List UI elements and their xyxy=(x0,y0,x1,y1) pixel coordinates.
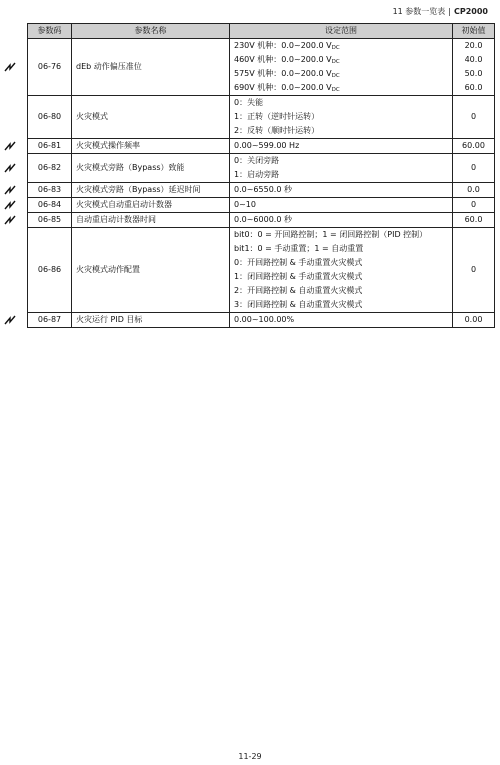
setting-range: 0~10 xyxy=(230,198,453,213)
param-code: 06-87 xyxy=(28,313,72,328)
setting-line: 0：关闭旁路 xyxy=(234,156,280,165)
setting-range: 0.00~100.00% xyxy=(230,313,453,328)
param-name: 火灾模式自动重启动计数器 xyxy=(72,198,230,213)
default-value xyxy=(453,39,495,96)
param-name: 自动重启动计数器时间 xyxy=(72,213,230,228)
param-code: 06-84 xyxy=(28,198,72,213)
param-code: 06-80 xyxy=(28,96,72,139)
setting-line: 2：反转（顺时针运转） xyxy=(234,126,320,135)
table-row xyxy=(28,313,495,328)
table-row xyxy=(28,228,495,313)
setting-line: 2：开回路控制 & 自动重置火灾模式 xyxy=(234,286,363,295)
unit-subscript: DC xyxy=(331,73,340,79)
setting-range: 0.00~599.00 Hz xyxy=(230,139,453,154)
column-header-default: 初始值 xyxy=(453,24,495,39)
param-name: 火灾模式操作频率 xyxy=(72,139,230,154)
setting-range: 0.0~6550.0 秒 xyxy=(230,183,453,198)
default-value: 60.0 xyxy=(453,213,495,228)
setting-line: 1：正转（逆时针运转） xyxy=(234,112,320,121)
setting-line: 0：开回路控制 & 手动重置火灾模式 xyxy=(234,258,363,267)
default-value: 0.0 xyxy=(453,183,495,198)
param-name: 火灾模式动作配置 xyxy=(72,228,230,313)
setting-text: 460V 机种：0.0~200.0 V xyxy=(234,55,332,64)
default-line: 20.0 xyxy=(464,41,483,50)
parameter-table xyxy=(27,23,495,328)
param-name: 火灾模式旁路（Bypass）延迟时间 xyxy=(72,183,230,198)
unit-subscript: DC xyxy=(331,45,340,51)
run-time-editable-icon xyxy=(4,62,16,72)
table-row xyxy=(28,213,495,228)
header-divider: | xyxy=(448,7,451,16)
setting-range xyxy=(230,154,453,183)
setting-text: 690V 机种：0.0~200.0 V xyxy=(234,83,332,92)
run-time-editable-icon xyxy=(4,215,16,225)
param-code: 06-85 xyxy=(28,213,72,228)
default-line: 40.0 xyxy=(464,55,483,64)
section-title: 11 参数一览表 xyxy=(392,7,446,16)
run-time-editable-icon xyxy=(4,200,16,210)
page-number: 11-29 xyxy=(238,752,262,761)
setting-line xyxy=(234,39,448,53)
table-row xyxy=(28,183,495,198)
setting-line: 1：闭回路控制 & 手动重置火灾模式 xyxy=(234,272,363,281)
default-value: 0 xyxy=(453,154,495,183)
default-line: 60.0 xyxy=(464,83,483,92)
param-code: 06-83 xyxy=(28,183,72,198)
column-header-name: 参数名称 xyxy=(72,24,230,39)
param-name: dEb 动作偏压准位 xyxy=(72,39,230,96)
default-value: 60.00 xyxy=(453,139,495,154)
param-code: 06-81 xyxy=(28,139,72,154)
setting-range: 0.0~6000.0 秒 xyxy=(230,213,453,228)
setting-line xyxy=(234,67,448,81)
run-time-editable-icon xyxy=(4,185,16,195)
table-row xyxy=(28,198,495,213)
column-header-setting-range: 设定范围 xyxy=(230,24,453,39)
unit-subscript: DC xyxy=(331,87,340,93)
default-value: 0.00 xyxy=(453,313,495,328)
param-code: 06-76 xyxy=(28,39,72,96)
setting-range xyxy=(230,96,453,139)
run-time-editable-icon xyxy=(4,315,16,325)
setting-line xyxy=(234,53,448,67)
table-row xyxy=(28,139,495,154)
setting-line xyxy=(234,81,448,95)
default-value: 0 xyxy=(453,228,495,313)
setting-line: 0：失能 xyxy=(234,98,264,107)
run-time-editable-icon xyxy=(4,163,16,173)
setting-text: 575V 机种：0.0~200.0 V xyxy=(234,69,332,78)
setting-line: bit1：0 = 手动重置；1 = 自动重置 xyxy=(234,244,364,253)
setting-text: 230V 机种：0.0~200.0 V xyxy=(234,41,332,50)
setting-line: 1：启动旁路 xyxy=(234,170,280,179)
model-name: CP2000 xyxy=(454,7,488,16)
default-value: 0 xyxy=(453,198,495,213)
setting-range xyxy=(230,228,453,313)
default-line: 50.0 xyxy=(464,69,483,78)
param-name: 火灾运行 PID 目标 xyxy=(72,313,230,328)
param-name: 火灾模式 xyxy=(72,96,230,139)
run-time-editable-icon xyxy=(4,141,16,151)
default-value: 0 xyxy=(453,96,495,139)
param-code: 06-86 xyxy=(28,228,72,313)
table-header-row xyxy=(28,24,495,39)
unit-subscript: DC xyxy=(331,59,340,65)
table-row xyxy=(28,39,495,96)
column-header-code: 参数码 xyxy=(28,24,72,39)
param-code: 06-82 xyxy=(28,154,72,183)
setting-range xyxy=(230,39,453,96)
table-row xyxy=(28,154,495,183)
table-row xyxy=(28,96,495,139)
param-name: 火灾模式旁路（Bypass）致能 xyxy=(72,154,230,183)
setting-line: bit0：0 = 开回路控制；1 = 闭回路控制（PID 控制） xyxy=(234,230,428,239)
page-header xyxy=(393,6,488,17)
setting-line: 3：闭回路控制 & 自动重置火灾模式 xyxy=(234,300,363,309)
